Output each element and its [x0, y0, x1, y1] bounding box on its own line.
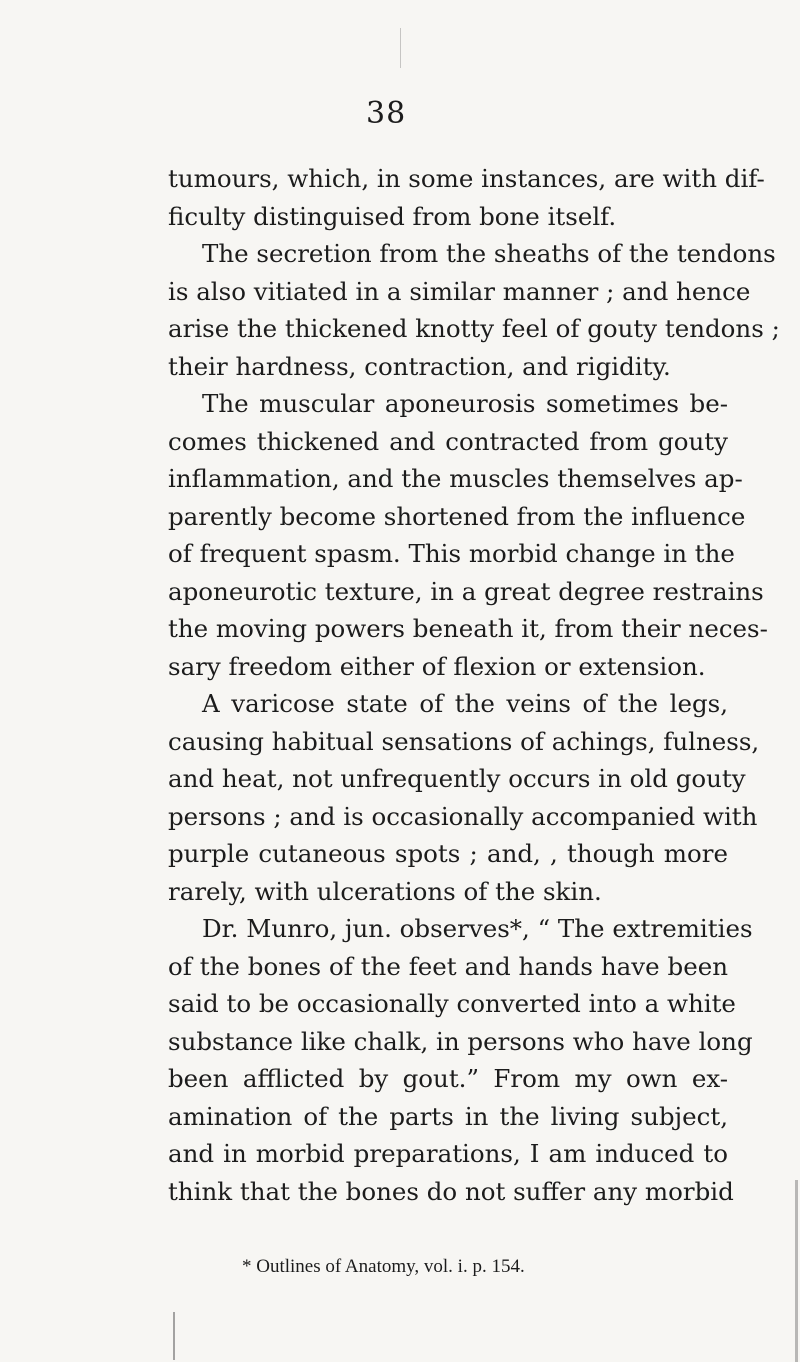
page-number: 38	[366, 96, 407, 131]
text-line: substance like chalk, in persons who have long	[168, 1026, 753, 1056]
text-line: persons ; and is occasionally accompanied with	[168, 801, 758, 831]
text-line: Dr. Munro, jun. observes*, “ The extremities	[202, 914, 753, 943]
text-line: comes thickened and contracted from gouty	[168, 426, 728, 456]
text-line: and in morbid preparations, I am induced to	[168, 1139, 728, 1168]
text-line: parently become shortened from the influence	[168, 501, 746, 531]
footnote: * Outlines of Anatomy, vol. i. p. 154.	[242, 1256, 525, 1277]
text-line: The secretion from the sheaths of the tendons	[202, 239, 776, 268]
scan-mark	[400, 28, 401, 68]
text-line: The muscular aponeurosis sometimes be-	[202, 389, 728, 418]
text-line: and heat, not unfrequently occurs in old gouty	[168, 764, 746, 793]
text-line: is also vitiated in a similar manner ; and hence	[168, 276, 751, 306]
text-line: sary freedom either of flexion or extension.	[168, 651, 706, 681]
text-line: their hardness, contraction, and rigidity.	[168, 351, 671, 381]
scan-mark	[173, 1312, 175, 1360]
body-text	[168, 160, 780, 1210]
text-line: of the bones of the feet and hands have been	[168, 951, 728, 981]
text-line: amination of the parts in the living subject,	[168, 1101, 728, 1131]
text-line: ficulty distinguised from bone itself.	[168, 201, 617, 231]
text-line: A varicose state of the veins of the legs,	[202, 689, 728, 718]
text-line: inflammation, and the muscles themselves ap-	[168, 464, 743, 493]
text-line: tumours, which, in some instances, are with dif-	[168, 164, 765, 193]
text-line: been afflicted by gout.” From my own ex-	[168, 1064, 728, 1093]
text-line: aponeurotic texture, in a great degree restrains	[168, 576, 764, 606]
text-line: said to be occasionally converted into a white	[168, 989, 736, 1018]
page-edge-shadow	[795, 1180, 798, 1362]
text-line: purple cutaneous spots ; and, , though more	[168, 839, 728, 868]
text-line: think that the bones do not suffer any morbid	[168, 1176, 734, 1206]
text-line: the moving powers beneath it, from their neces-	[168, 614, 768, 643]
text-line: of frequent spasm. This morbid change in the	[168, 539, 735, 568]
text-line: arise the thickened knotty feel of gouty tendons ;	[168, 314, 780, 343]
text-line: rarely, with ulcerations of the skin.	[168, 876, 602, 906]
text-line: causing habitual sensations of achings, fulness,	[168, 726, 760, 756]
